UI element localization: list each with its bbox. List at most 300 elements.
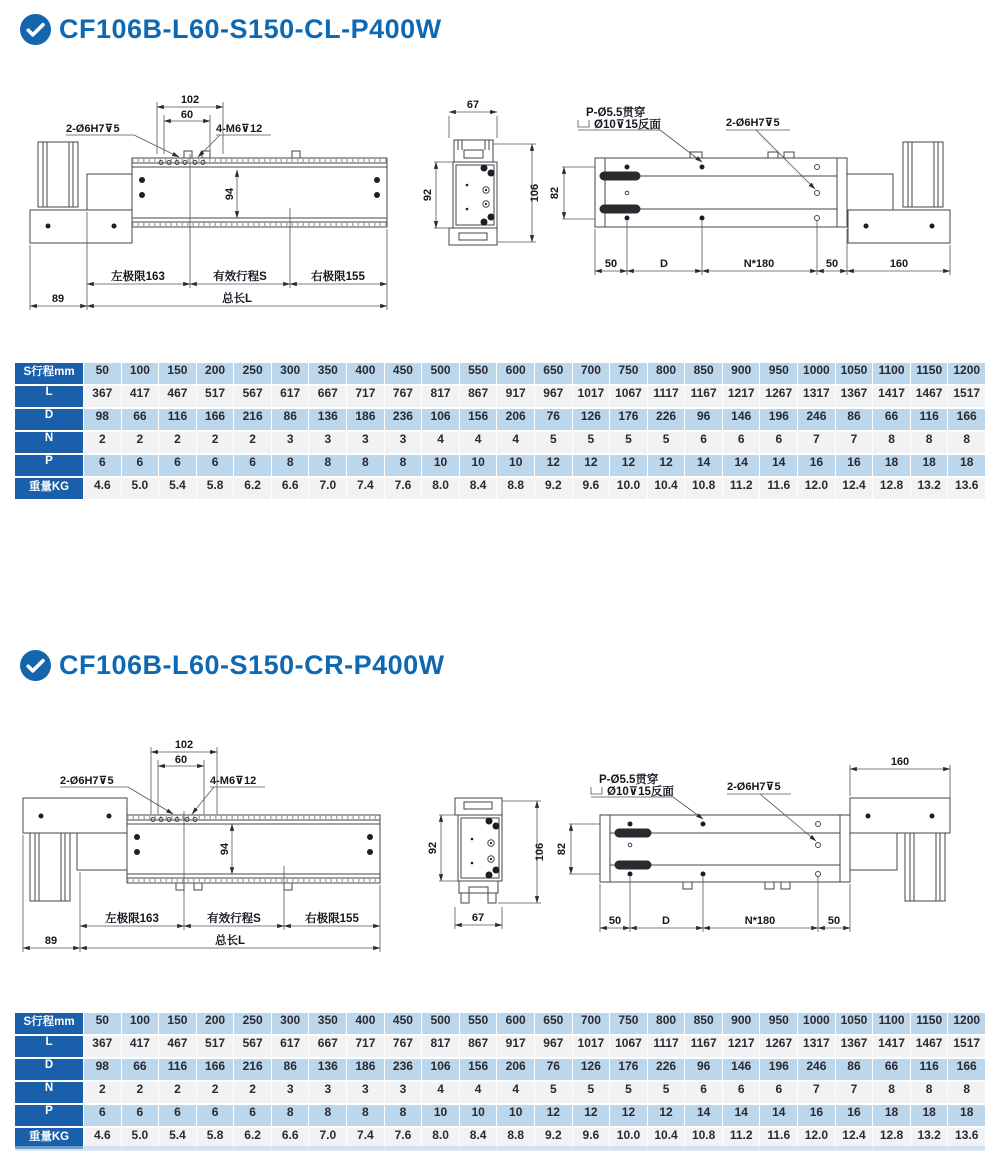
right-limit-label: 右极限155 (305, 913, 359, 925)
table-cell: 6 (197, 1105, 234, 1126)
table-cell: 186 (347, 409, 384, 430)
table-cell: 1017 (573, 386, 610, 407)
table-cell: 14 (723, 1105, 760, 1126)
dimension-lines (562, 130, 950, 275)
table-cell: 226 (648, 1059, 685, 1080)
stroke-label: 有效行程S (213, 271, 267, 283)
table-cell: 6 (234, 455, 271, 476)
table-cell: 1200 (948, 1013, 985, 1034)
table-cell: 650 (535, 1013, 572, 1034)
table-cell: 18 (911, 455, 948, 476)
table-cell: 5 (610, 432, 647, 453)
row-label: N (15, 1082, 83, 1103)
table-cell: 5.4 (159, 478, 196, 499)
table-cell: 12.0 (798, 1128, 835, 1149)
table-cell: 76 (535, 409, 572, 430)
table-cell: 4 (460, 1082, 497, 1103)
table-cell: 5.8 (197, 1128, 234, 1149)
table-cell: 1517 (948, 386, 985, 407)
table-cell: 1317 (798, 386, 835, 407)
table-cell: 617 (272, 1036, 309, 1057)
dowel-hole-label: 2-Ø6H7⊽5 (727, 781, 781, 793)
table-cell: 10.4 (648, 478, 685, 499)
table-cell: 3 (347, 432, 384, 453)
table-cell: 11.6 (760, 1128, 797, 1149)
table-cell: 8.8 (497, 1128, 534, 1149)
p-hole-label: P-Ø5.5贯穿 (586, 107, 646, 119)
table-cell: 206 (497, 409, 534, 430)
table-cell: 5 (573, 1082, 610, 1103)
table-cell: 450 (385, 1013, 422, 1034)
table-cell: 8.0 (422, 1128, 459, 1149)
counterbore-label: Ø10⊽15反面 (594, 119, 661, 131)
dim-60-label: 60 (180, 109, 194, 121)
rail-body (127, 815, 380, 883)
table-cell: 800 (648, 363, 685, 384)
table-cell: 10.8 (685, 1128, 722, 1149)
table-cell: 11.2 (723, 1128, 760, 1149)
table-cell: 1050 (836, 1013, 873, 1034)
table-cell: 367 (84, 1036, 121, 1057)
table-cell: 1417 (873, 1036, 910, 1057)
stroke-label: 有效行程S (207, 913, 261, 925)
end-view-drawing-cl (420, 92, 550, 272)
table-cell: 2 (84, 1082, 121, 1103)
table-cell: 200 (197, 1013, 234, 1034)
table-cell: 12 (610, 455, 647, 476)
table-cell: 867 (460, 386, 497, 407)
table-cell: 750 (610, 1013, 647, 1034)
table-cell: 8 (948, 432, 985, 453)
table-cell: 10 (497, 455, 534, 476)
table-cell: 967 (535, 1036, 572, 1057)
row-label: 重量KG (15, 478, 83, 499)
table-cell: 246 (798, 409, 835, 430)
table-cell: 600 (497, 363, 534, 384)
table-cell: 917 (497, 1036, 534, 1057)
table-cell: 50 (84, 363, 121, 384)
dim-50-left-label: 50 (608, 915, 622, 927)
dim-102-label: 102 (180, 94, 200, 106)
table-cell: 2 (197, 1082, 234, 1103)
table-cell: 8 (385, 1105, 422, 1126)
left-limit-label: 左极限163 (105, 913, 159, 925)
table-cell: 2 (84, 432, 121, 453)
table-cell: 550 (460, 1013, 497, 1034)
table-cell: 6 (685, 1082, 722, 1103)
table-cell: 6 (685, 432, 722, 453)
table-cell: 6 (723, 1082, 760, 1103)
table-cell: 18 (873, 455, 910, 476)
table-cell: 236 (385, 409, 422, 430)
dim-67-label: 67 (466, 99, 480, 111)
end-view-body (449, 140, 497, 245)
table-cell: 6 (84, 1105, 121, 1126)
table-cell: 900 (723, 1013, 760, 1034)
total-length-label: 总长L (214, 935, 246, 947)
row-label: L (15, 386, 83, 407)
table-cell: 14 (685, 1105, 722, 1126)
table-cell: 2 (234, 1082, 271, 1103)
table-cell: 667 (309, 386, 346, 407)
left-limit-label: 左极限163 (111, 271, 165, 283)
table-cell: 5 (648, 1082, 685, 1103)
screw-hole-label: 4-M6⊽12 (216, 123, 263, 135)
motor-assembly (847, 142, 950, 243)
dowel-hole-label: 2-Ø6H7⊽5 (66, 123, 120, 135)
table-cell: 1200 (948, 363, 985, 384)
dim-pitch-label: N*180 (744, 915, 776, 927)
table-cell: 2 (197, 432, 234, 453)
table-cell: 146 (723, 409, 760, 430)
right-limit-label: 右极限155 (311, 271, 365, 283)
table-cell: 98 (84, 409, 121, 430)
table-cell: 16 (798, 1105, 835, 1126)
table-cell: 86 (272, 409, 309, 430)
end-view-body (455, 798, 502, 903)
table-cell: 176 (610, 1059, 647, 1080)
table-cell: 246 (798, 1059, 835, 1080)
table-cell: 700 (573, 363, 610, 384)
table-cell: 156 (460, 409, 497, 430)
table-cell: 1217 (723, 1036, 760, 1057)
table-cell: 150 (159, 363, 196, 384)
table-cell: 350 (309, 1013, 346, 1034)
table-cell: 13.6 (948, 478, 985, 499)
table-cell: 196 (760, 409, 797, 430)
table-cell: 9.6 (573, 1128, 610, 1149)
dim-60-label: 60 (174, 754, 188, 766)
table-cell: 126 (573, 1059, 610, 1080)
screw-hole-label: 4-M6⊽12 (210, 775, 257, 787)
dim-50-left-label: 50 (604, 258, 618, 270)
dowel-hole-label: 2-Ø6H7⊽5 (60, 775, 114, 787)
table-cell: 116 (911, 409, 948, 430)
table-cell: 106 (422, 409, 459, 430)
table-cell: 4 (497, 432, 534, 453)
table-cell: 18 (873, 1105, 910, 1126)
table-cell: 2 (234, 432, 271, 453)
table-cell: 467 (159, 1036, 196, 1057)
table-cell: 6 (159, 455, 196, 476)
table-cell: 617 (272, 386, 309, 407)
table-cell: 250 (234, 1013, 271, 1034)
table-cell: 1467 (911, 1036, 948, 1057)
end-view-drawing-cr (425, 768, 555, 943)
table-cell: 567 (234, 386, 271, 407)
table-cell: 5 (648, 432, 685, 453)
dim-94-label: 94 (219, 842, 231, 856)
dowel-hole-label: 2-Ø6H7⊽5 (726, 117, 780, 129)
table-cell: 11.6 (760, 478, 797, 499)
table-cell: 517 (197, 1036, 234, 1057)
table-cell: 8 (272, 455, 309, 476)
table-cell: 76 (535, 1059, 572, 1080)
table-cell: 1267 (760, 1036, 797, 1057)
table-cell: 166 (948, 409, 985, 430)
table-cell: 10 (460, 455, 497, 476)
table-cell: 1267 (760, 386, 797, 407)
table-cell: 1000 (798, 363, 835, 384)
table-cell: 450 (385, 363, 422, 384)
table-cell: 867 (460, 1036, 497, 1057)
table-cell: 10 (422, 1105, 459, 1126)
table-cell: 176 (610, 409, 647, 430)
table-cell: 12 (610, 1105, 647, 1126)
table-cell: 8 (385, 455, 422, 476)
table-cell: 186 (347, 1059, 384, 1080)
table-cell: 417 (122, 386, 159, 407)
table-cell: 6 (760, 1082, 797, 1103)
table-cell: 667 (309, 1036, 346, 1057)
table-cell: 196 (760, 1059, 797, 1080)
row-label: 重量KG (15, 1128, 83, 1149)
table-cell: 10 (422, 455, 459, 476)
table-cell: 6.6 (272, 1128, 309, 1149)
table-cell: 206 (497, 1059, 534, 1080)
side-view-drawing-cr (8, 726, 408, 966)
table-cell: 8 (911, 432, 948, 453)
table-cell: 14 (685, 455, 722, 476)
table-cell: 7 (836, 1082, 873, 1103)
table-cell: 650 (535, 363, 572, 384)
table-cell: 4.6 (84, 1128, 121, 1149)
table-cell: 8 (309, 1105, 346, 1126)
check-circle-icon (20, 650, 51, 681)
dim-92-label: 92 (422, 188, 434, 202)
table-cell: 1100 (873, 1013, 910, 1034)
table-cell: 1117 (648, 386, 685, 407)
row-label: D (15, 409, 83, 430)
table-cell: 116 (159, 1059, 196, 1080)
table-cell: 12 (535, 1105, 572, 1126)
counterbore-icon (578, 120, 589, 127)
table-cell: 12.4 (836, 1128, 873, 1149)
table-cell: 6 (234, 1105, 271, 1126)
table-cell: 550 (460, 363, 497, 384)
table-cell: 150 (159, 1013, 196, 1034)
row-label: S行程mm (15, 1013, 83, 1034)
table-cell: 2 (122, 432, 159, 453)
motor (30, 833, 70, 901)
counterbore-label: Ø10⊽15反面 (607, 786, 674, 798)
table-cell: 18 (948, 1105, 985, 1126)
table-cell: 12 (648, 1105, 685, 1126)
table-cell: 10 (497, 1105, 534, 1126)
total-length-label: 总长L (221, 293, 253, 305)
table-cell: 3 (272, 432, 309, 453)
table-cell: 166 (948, 1059, 985, 1080)
table-cell: 8 (272, 1105, 309, 1126)
table-cell: 236 (385, 1059, 422, 1080)
row-label: S行程mm (15, 363, 83, 384)
table-cell: 9.2 (535, 478, 572, 499)
table-cell: 8 (347, 455, 384, 476)
gearbox-block (77, 833, 127, 870)
table-cell: 5 (535, 432, 572, 453)
table-cell: 1100 (873, 363, 910, 384)
table-cell: 6 (122, 1105, 159, 1126)
table-cell: 417 (122, 1036, 159, 1057)
gearbox-block (87, 174, 132, 210)
dim-106-label: 106 (529, 183, 541, 203)
table-cell: 4 (460, 432, 497, 453)
table-cell: 216 (234, 1059, 271, 1080)
dim-82-label: 82 (549, 186, 561, 200)
table-cell: 950 (760, 363, 797, 384)
table-cell: 717 (347, 1036, 384, 1057)
table-cell: 7.6 (385, 478, 422, 499)
table-cell: 66 (122, 1059, 159, 1080)
motor (38, 142, 78, 207)
table-cell: 10.0 (610, 1128, 647, 1149)
table-cell: 5.8 (197, 478, 234, 499)
spec-table-1 (15, 363, 985, 499)
dim-67-label: 67 (471, 912, 485, 924)
dim-89-label: 89 (51, 293, 65, 305)
table-cell: 1117 (648, 1036, 685, 1057)
check-circle-icon (20, 14, 51, 45)
table-cell: 1417 (873, 386, 910, 407)
table-cell: 567 (234, 1036, 271, 1057)
table-cell: 8 (347, 1105, 384, 1126)
table-cell: 5 (535, 1082, 572, 1103)
table-cell: 6 (122, 455, 159, 476)
table-cell: 817 (422, 1036, 459, 1057)
table-cell: 300 (272, 1013, 309, 1034)
table-cell: 9.2 (535, 1128, 572, 1149)
table-cell: 1067 (610, 1036, 647, 1057)
table-cell: 5.0 (122, 478, 159, 499)
dim-106-label: 106 (534, 842, 546, 862)
table-cell: 100 (122, 1013, 159, 1034)
table-cell: 8.4 (460, 1128, 497, 1149)
rail-top (595, 152, 847, 227)
table-cell: 8 (873, 432, 910, 453)
table-cell: 1150 (911, 363, 948, 384)
table-cell: 2 (159, 432, 196, 453)
table-cell: 700 (573, 1013, 610, 1034)
side-view-drawing-cl (18, 88, 418, 323)
table-cell: 467 (159, 386, 196, 407)
table-cell: 98 (84, 1059, 121, 1080)
table-cell: 16 (836, 455, 873, 476)
table-cell: 600 (497, 1013, 534, 1034)
table-cell: 8 (948, 1082, 985, 1103)
table-cell: 850 (685, 1013, 722, 1034)
table-cell: 400 (347, 1013, 384, 1034)
table-cell: 400 (347, 363, 384, 384)
base-plate (30, 210, 132, 243)
table-cell: 1017 (573, 1036, 610, 1057)
cropped-next-row (15, 1146, 985, 1151)
table-cell: 12.0 (798, 478, 835, 499)
dim-d-label: D (662, 915, 670, 927)
table-cell: 12 (535, 455, 572, 476)
table-cell: 350 (309, 363, 346, 384)
table-cell: 6 (723, 432, 760, 453)
row-label: P (15, 455, 83, 476)
table-cell: 6.2 (234, 1128, 271, 1149)
table-cell: 3 (385, 432, 422, 453)
table-cell: 1050 (836, 363, 873, 384)
table-cell: 14 (723, 455, 760, 476)
table-cell: 12 (648, 455, 685, 476)
table-cell: 12.8 (873, 478, 910, 499)
table-cell: 66 (873, 409, 910, 430)
table-cell: 767 (385, 386, 422, 407)
table-cell: 3 (272, 1082, 309, 1103)
table-cell: 767 (385, 1036, 422, 1057)
table-cell: 950 (760, 1013, 797, 1034)
table-cell: 4 (422, 432, 459, 453)
table-cell: 7 (798, 1082, 835, 1103)
table-cell: 7.0 (309, 1128, 346, 1149)
table-cell: 18 (911, 1105, 948, 1126)
product-model-title: CF106B-L60-S150-CL-P400W (59, 13, 442, 44)
table-cell: 12.8 (873, 1128, 910, 1149)
table-cell: 136 (309, 1059, 346, 1080)
table-cell: 1000 (798, 1013, 835, 1034)
table-cell: 86 (836, 1059, 873, 1080)
p-hole-label: P-Ø5.5贯穿 (599, 774, 659, 786)
table-cell: 367 (84, 386, 121, 407)
table-cell: 9.6 (573, 478, 610, 499)
product-model-title: CF106B-L60-S150-CR-P400W (59, 649, 445, 680)
table-cell: 6 (197, 455, 234, 476)
table-cell: 1367 (836, 386, 873, 407)
table-cell: 10.4 (648, 1128, 685, 1149)
table-cell: 817 (422, 386, 459, 407)
table-cell: 96 (685, 1059, 722, 1080)
dim-89-label: 89 (44, 935, 58, 947)
table-cell: 6 (159, 1105, 196, 1126)
dim-d-label: D (660, 258, 668, 270)
table-cell: 7 (798, 432, 835, 453)
table-cell: 10 (460, 1105, 497, 1126)
table-cell: 1217 (723, 386, 760, 407)
top-view-drawing-cr (555, 738, 1000, 953)
table-cell: 917 (497, 386, 534, 407)
table-cell: 13.2 (911, 1128, 948, 1149)
dim-102-label: 102 (174, 739, 194, 751)
table-cell: 5 (573, 432, 610, 453)
table-cell: 14 (760, 455, 797, 476)
table-cell: 7 (836, 432, 873, 453)
table-cell: 86 (272, 1059, 309, 1080)
row-label: L (15, 1036, 83, 1057)
rail-top (600, 815, 850, 889)
dim-50-right-label: 50 (827, 915, 841, 927)
table-cell: 18 (948, 455, 985, 476)
table-cell: 146 (723, 1059, 760, 1080)
table-cell: 1067 (610, 386, 647, 407)
table-cell: 5.4 (159, 1128, 196, 1149)
table-cell: 136 (309, 409, 346, 430)
table-cell: 900 (723, 363, 760, 384)
table-cell: 800 (648, 1013, 685, 1034)
table-cell: 7.4 (347, 1128, 384, 1149)
table-cell: 10.0 (610, 478, 647, 499)
rail-body (132, 158, 387, 227)
table-cell: 166 (197, 1059, 234, 1080)
table-cell: 12 (573, 1105, 610, 1126)
table-cell: 2 (159, 1082, 196, 1103)
table-cell: 300 (272, 363, 309, 384)
table-cell: 106 (422, 1059, 459, 1080)
table-cell: 3 (309, 432, 346, 453)
table-cell: 216 (234, 409, 271, 430)
